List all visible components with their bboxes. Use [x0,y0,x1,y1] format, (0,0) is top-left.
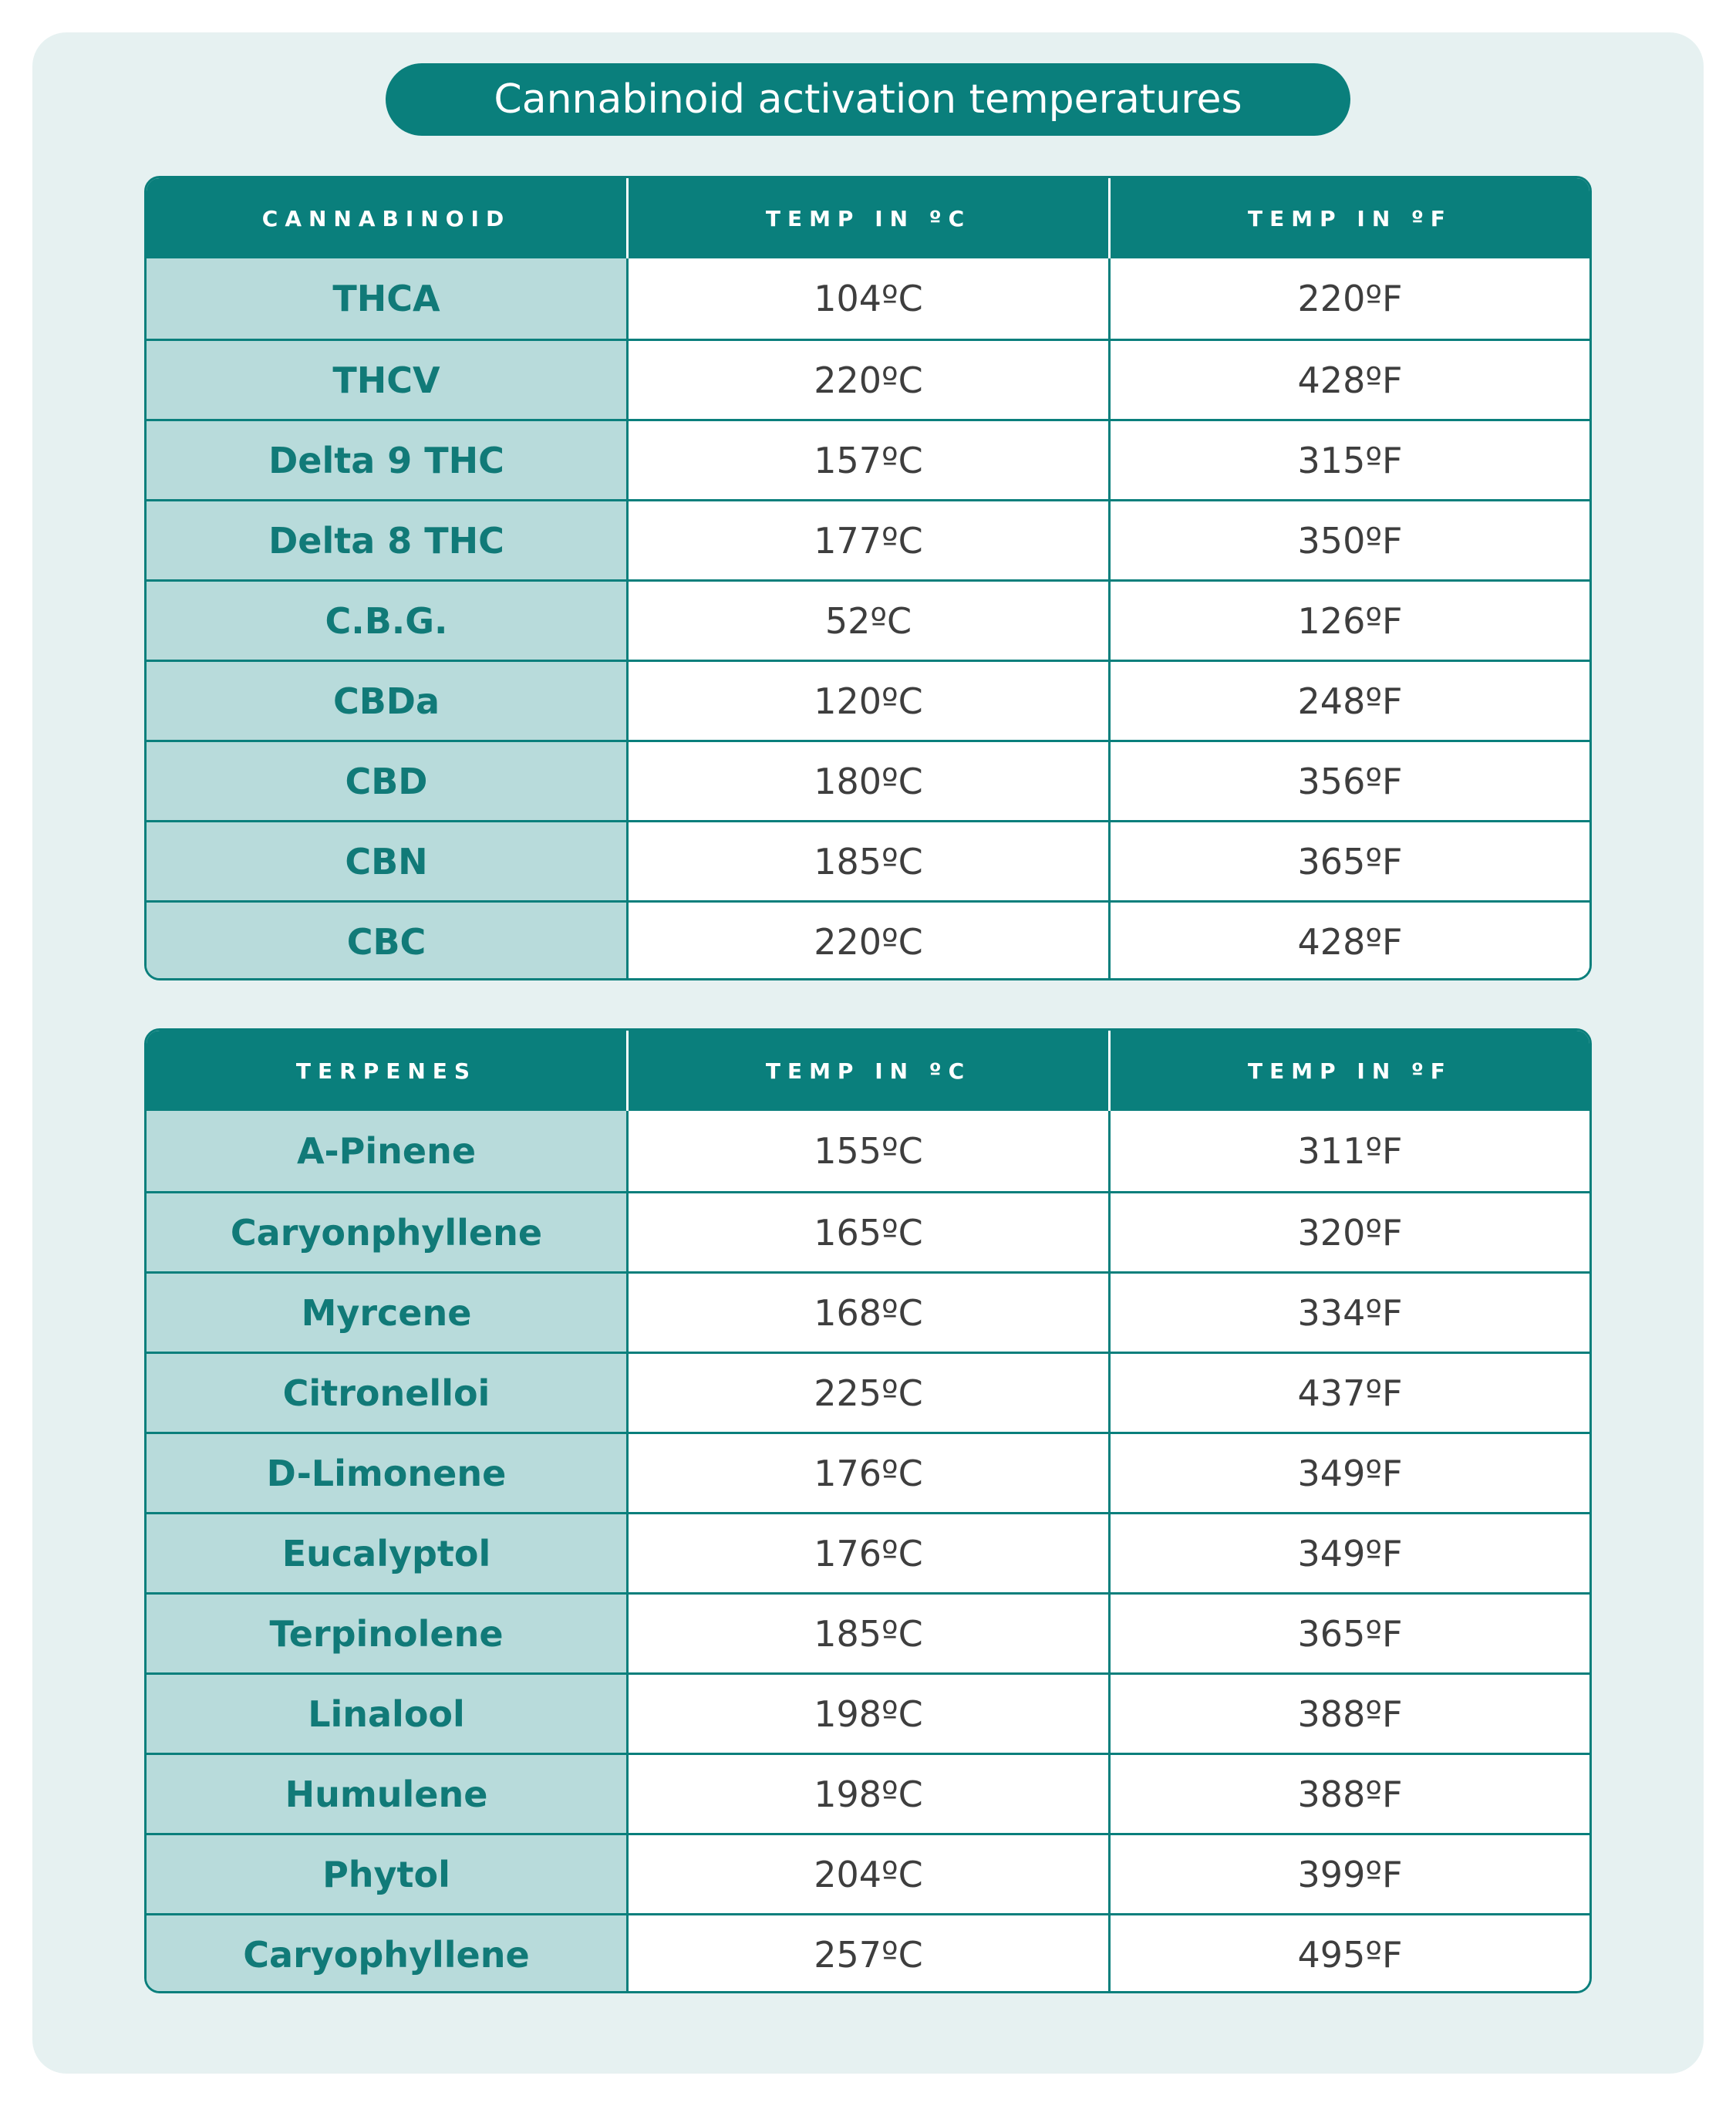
temp-fahrenheit: 399ºF [1111,1835,1589,1913]
terpene-name: Caryonphyllene [147,1193,629,1271]
page-title: Cannabinoid activation temperatures [386,63,1350,136]
cannabinoid-name: Delta 9 THC [147,421,629,499]
temp-celsius: 185ºC [629,1595,1111,1672]
temp-celsius: 185ºC [629,822,1111,900]
terpene-name: Citronelloi [147,1354,629,1432]
temp-fahrenheit: 350ºF [1111,501,1589,579]
temp-fahrenheit: 365ºF [1111,1595,1589,1672]
table-row [147,900,1589,980]
temp-celsius: 220ºC [629,903,1111,980]
temp-celsius: 176ºC [629,1514,1111,1592]
header-temp-fahrenheit: TEMP IN ºF [1248,205,1452,231]
terpene-table [144,1028,1592,1993]
terpene-name: A-Pinene [147,1111,629,1191]
cannabinoid-name: THCA [147,258,629,339]
temp-fahrenheit: 248ºF [1111,662,1589,740]
cannabinoid-name: CBC [147,903,629,980]
table-row [147,1111,1589,1191]
temp-celsius: 104ºC [629,258,1111,339]
temp-celsius: 257ºC [629,1915,1111,1993]
temp-fahrenheit: 349ºF [1111,1514,1589,1592]
terpene-name: Linalool [147,1675,629,1753]
table-row [147,499,1589,579]
temp-celsius: 176ºC [629,1434,1111,1512]
header-temp-celsius: TEMP IN ºC [629,1031,1111,1111]
table-row [147,258,1589,339]
terpene-name: Humulene [147,1755,629,1833]
temp-celsius: 204ºC [629,1835,1111,1913]
temp-fahrenheit: 428ºF [1111,903,1589,980]
temp-celsius: 180ºC [629,742,1111,820]
temp-fahrenheit: 311ºF [1111,1111,1589,1191]
cannabinoid-name: Delta 8 THC [147,501,629,579]
terpene-name: Terpinolene [147,1595,629,1672]
temp-fahrenheit: 388ºF [1111,1675,1589,1753]
table-row [147,1913,1589,1993]
table-row [147,579,1589,660]
table-row [147,339,1589,419]
temp-celsius: 120ºC [629,662,1111,740]
terpene-name: D-Limonene [147,1434,629,1512]
temp-fahrenheit: 388ºF [1111,1755,1589,1833]
temp-celsius: 198ºC [629,1755,1111,1833]
terpene-name: Phytol [147,1835,629,1913]
table-row [147,660,1589,740]
temp-fahrenheit: 126ºF [1111,582,1589,660]
cannabinoid-name: CBN [147,822,629,900]
table-row [147,1432,1589,1512]
table-row [147,1271,1589,1352]
temp-celsius: 177ºC [629,501,1111,579]
header-temp-celsius: TEMP IN ºC [629,178,1111,258]
terpene-name: Caryophyllene [147,1915,629,1993]
temp-fahrenheit: 428ºF [1111,341,1589,419]
table-row [147,419,1589,499]
header-terpenes: TERPENES [147,1031,629,1111]
cannabinoid-name: THCV [147,341,629,419]
table-row [147,1672,1589,1753]
temp-celsius: 220ºC [629,341,1111,419]
temp-fahrenheit: 334ºF [1111,1274,1589,1352]
temp-celsius: 52ºC [629,582,1111,660]
temp-celsius: 157ºC [629,421,1111,499]
temp-fahrenheit: 495ºF [1111,1915,1589,1993]
cannabinoid-table [144,176,1592,980]
table-row [147,1753,1589,1833]
table-row [147,1833,1589,1913]
header-cannabinoid: CANNABINOID [147,178,629,258]
header-temp-fahrenheit: TEMP IN ºF [1248,1058,1452,1084]
cannabinoid-name: CBD [147,742,629,820]
table-row [147,1592,1589,1672]
temp-fahrenheit: 349ºF [1111,1434,1589,1512]
table-row [147,1191,1589,1271]
cannabinoid-name: CBDa [147,662,629,740]
table-row [147,820,1589,900]
temp-fahrenheit: 356ºF [1111,742,1589,820]
table-row [147,1352,1589,1432]
temp-fahrenheit: 320ºF [1111,1193,1589,1271]
temp-fahrenheit: 220ºF [1111,258,1589,339]
temp-celsius: 168ºC [629,1274,1111,1352]
cannabinoid-name: C.B.G. [147,582,629,660]
terpene-name: Myrcene [147,1274,629,1352]
table-row [147,1512,1589,1592]
temp-celsius: 155ºC [629,1111,1111,1191]
temp-celsius: 225ºC [629,1354,1111,1432]
temp-celsius: 165ºC [629,1193,1111,1271]
temp-fahrenheit: 315ºF [1111,421,1589,499]
temp-fahrenheit: 437ºF [1111,1354,1589,1432]
table-header [147,178,1589,258]
table-row [147,740,1589,820]
temp-fahrenheit: 365ºF [1111,822,1589,900]
temp-celsius: 198ºC [629,1675,1111,1753]
table-header [147,1031,1589,1111]
terpene-name: Eucalyptol [147,1514,629,1592]
